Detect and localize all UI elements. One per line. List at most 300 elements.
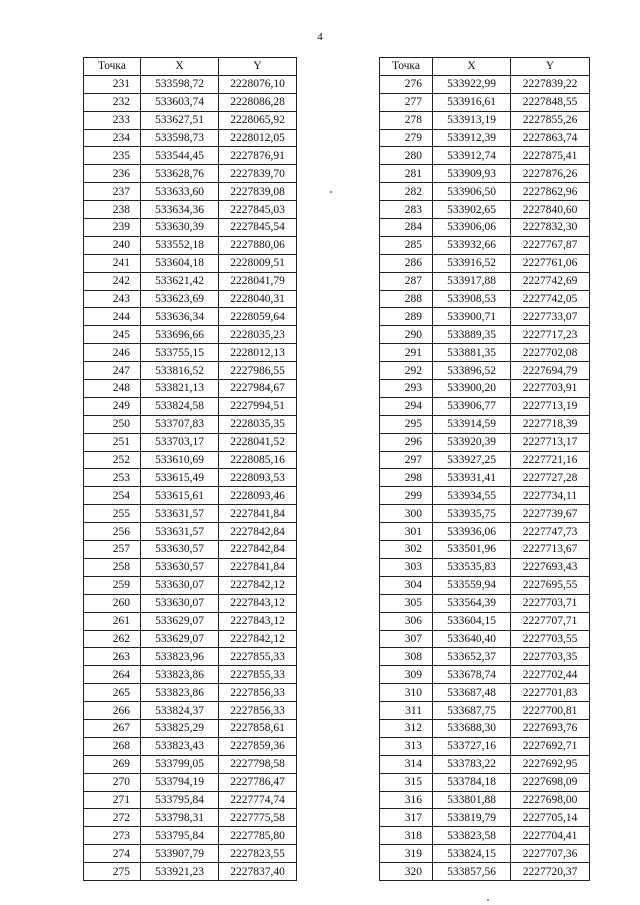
table-row [380,147,590,165]
cell-point: 247 [84,362,141,380]
cell-x: 533727,16 [433,737,511,755]
cell-point: 311 [380,702,433,720]
table-row [380,541,590,559]
cell-y: 2227739,67 [511,505,590,523]
cell-y: 2227875,41 [511,147,590,165]
cell-y: 2228041,79 [219,272,297,290]
table-row [84,362,297,380]
cell-x: 533798,31 [141,809,219,827]
cell-y: 2227721,16 [511,451,590,469]
cell-x: 533634,36 [141,201,219,219]
cell-x: 533922,99 [433,75,511,93]
cell-x: 533909,93 [433,165,511,183]
cell-y: 2227840,60 [511,201,590,219]
cell-y: 2228065,92 [219,111,297,129]
cell-x: 533823,43 [141,737,219,755]
cell-x: 533623,69 [141,290,219,308]
table-row [84,737,297,755]
cell-y: 2227842,12 [219,576,297,594]
cell-x: 533755,15 [141,344,219,362]
cell-point: 285 [380,236,433,254]
table-row [84,397,297,415]
table-row [380,612,590,630]
cell-y: 2227845,54 [219,219,297,237]
cell-y: 2227994,51 [219,397,297,415]
table-row [84,380,297,398]
cell-y: 2228093,46 [219,487,297,505]
cell-x: 533907,79 [141,845,219,863]
cell-point: 258 [84,558,141,576]
cell-x: 533902,65 [433,201,511,219]
cell-y: 2227761,06 [511,254,590,272]
cell-y: 2227702,08 [511,344,590,362]
cell-point: 259 [84,576,141,594]
cell-point: 246 [84,344,141,362]
cell-y: 2228012,05 [219,129,297,147]
table-row [380,219,590,237]
cell-x: 533629,07 [141,630,219,648]
cell-point: 304 [380,576,433,594]
cell-x: 533604,15 [433,612,511,630]
cell-y: 2227742,69 [511,272,590,290]
cell-point: 278 [380,111,433,129]
cell-point: 273 [84,827,141,845]
cell-point: 274 [84,845,141,863]
cell-y: 2227786,47 [219,773,297,791]
cell-point: 243 [84,290,141,308]
cell-point: 280 [380,147,433,165]
table-row [84,791,297,809]
cell-point: 263 [84,648,141,666]
cell-point: 250 [84,415,141,433]
cell-x: 533559,94 [433,576,511,594]
cell-y: 2227692,71 [511,737,590,755]
cell-x: 533913,19 [433,111,511,129]
cell-point: 281 [380,165,433,183]
cell-x: 533552,18 [141,236,219,254]
cell-y: 2228009,51 [219,254,297,272]
cell-x: 533783,22 [433,755,511,773]
cell-y: 2227718,39 [511,415,590,433]
cell-y: 2227694,79 [511,362,590,380]
table-row [380,576,590,594]
cell-point: 301 [380,523,433,541]
cell-y: 2227876,26 [511,165,590,183]
cell-point: 284 [380,219,433,237]
cell-x: 533604,18 [141,254,219,272]
table-row [380,75,590,93]
cell-x: 533535,83 [433,558,511,576]
cell-y: 2227880,06 [219,236,297,254]
cell-x: 533920,39 [433,433,511,451]
cell-x: 533900,20 [433,380,511,398]
cell-y: 2227733,07 [511,308,590,326]
table-row [380,165,590,183]
cell-point: 286 [380,254,433,272]
cell-y: 2227695,55 [511,576,590,594]
cell-x: 533544,45 [141,147,219,165]
cell-point: 272 [84,809,141,827]
cell-x: 533825,29 [141,719,219,737]
table-row [380,773,590,791]
cell-y: 2227984,67 [219,380,297,398]
table-row [84,147,297,165]
cell-y: 2227692,95 [511,755,590,773]
cell-y: 2227855,33 [219,648,297,666]
cell-x: 533819,79 [433,809,511,827]
cell-y: 2227862,96 [511,183,590,201]
cell-point: 289 [380,308,433,326]
cell-y: 2227767,87 [511,236,590,254]
cell-x: 533636,34 [141,308,219,326]
table-row [84,773,297,791]
cell-point: 234 [84,129,141,147]
cell-y: 2227837,40 [219,863,297,881]
cell-point: 233 [84,111,141,129]
table-row [380,755,590,773]
cell-y: 2227839,22 [511,75,590,93]
cell-point: 277 [380,93,433,111]
cell-point: 302 [380,541,433,559]
cell-point: 235 [84,147,141,165]
cell-y: 2227823,55 [219,845,297,863]
cell-y: 2227700,81 [511,702,590,720]
cell-point: 257 [84,541,141,559]
table-row [84,272,297,290]
cell-y: 2227703,71 [511,594,590,612]
cell-x: 533598,72 [141,75,219,93]
table-row [380,397,590,415]
cell-x: 533906,50 [433,183,511,201]
cell-x: 533801,88 [433,791,511,809]
cell-point: 275 [84,863,141,881]
cell-y: 2227842,12 [219,630,297,648]
cell-x: 533821,13 [141,380,219,398]
cell-point: 279 [380,129,433,147]
cell-point: 297 [380,451,433,469]
cell-x: 533615,49 [141,469,219,487]
cell-y: 2227704,41 [511,827,590,845]
cell-point: 317 [380,809,433,827]
cell-x: 533652,37 [433,648,511,666]
cell-point: 270 [84,773,141,791]
table-row [84,487,297,505]
cell-x: 533564,39 [433,594,511,612]
cell-point: 240 [84,236,141,254]
cell-x: 533621,42 [141,272,219,290]
cell-x: 533687,48 [433,684,511,702]
cell-point: 307 [380,630,433,648]
table-row [380,523,590,541]
coordinates-table-left [83,57,297,881]
cell-point: 276 [380,75,433,93]
table-row [380,129,590,147]
cell-point: 256 [84,523,141,541]
cell-x: 533795,84 [141,791,219,809]
cell-x: 533823,58 [433,827,511,845]
table-row [380,684,590,702]
table-row [84,523,297,541]
cell-x: 533630,07 [141,594,219,612]
cell-point: 269 [84,755,141,773]
cell-x: 533881,35 [433,344,511,362]
cell-x: 533631,57 [141,523,219,541]
table-row [380,433,590,451]
table-row [380,380,590,398]
table-row [380,737,590,755]
cell-y: 2228093,53 [219,469,297,487]
table-row [380,93,590,111]
cell-y: 2227858,61 [219,719,297,737]
table-row [84,326,297,344]
cell-y: 2227774,74 [219,791,297,809]
cell-x: 533629,07 [141,612,219,630]
cell-y: 2227876,91 [219,147,297,165]
cell-point: 262 [84,630,141,648]
table-row [84,165,297,183]
cell-point: 315 [380,773,433,791]
cell-x: 533900,71 [433,308,511,326]
cell-y: 2228085,16 [219,451,297,469]
table-row [84,558,297,576]
table-row [380,666,590,684]
cell-x: 533857,56 [433,863,511,881]
cell-y: 2227734,11 [511,487,590,505]
cell-x: 533935,75 [433,505,511,523]
cell-point: 290 [380,326,433,344]
cell-x: 533927,25 [433,451,511,469]
cell-y: 2227705,14 [511,809,590,827]
cell-y: 2227775,58 [219,809,297,827]
scan-speck [487,899,489,901]
table-row [84,344,297,362]
cell-point: 288 [380,290,433,308]
cell-point: 267 [84,719,141,737]
table-row [380,863,590,881]
cell-x: 533906,06 [433,219,511,237]
table-row [84,201,297,219]
table-row [380,362,590,380]
cell-point: 265 [84,684,141,702]
cell-y: 2228059,64 [219,308,297,326]
cell-y: 2227703,55 [511,630,590,648]
table-row [84,290,297,308]
cell-x: 533703,17 [141,433,219,451]
table-body-left [84,75,297,880]
cell-point: 253 [84,469,141,487]
cell-y: 2227855,26 [511,111,590,129]
table-row [84,219,297,237]
cell-x: 533921,23 [141,863,219,881]
table-row [380,558,590,576]
table-row [380,344,590,362]
table-row [84,541,297,559]
cell-x: 533630,07 [141,576,219,594]
cell-point: 312 [380,719,433,737]
cell-x: 533627,51 [141,111,219,129]
table-row [380,254,590,272]
table-row [380,451,590,469]
cell-point: 283 [380,201,433,219]
cell-point: 236 [84,165,141,183]
table-row [380,827,590,845]
cell-point: 300 [380,505,433,523]
cell-y: 2227693,76 [511,719,590,737]
cell-point: 308 [380,648,433,666]
cell-y: 2227986,55 [219,362,297,380]
cell-point: 231 [84,75,141,93]
header-y: Y [511,58,590,76]
cell-x: 533912,74 [433,147,511,165]
table-row [84,254,297,272]
table-row [380,111,590,129]
table-row [84,827,297,845]
table-row [84,75,297,93]
cell-x: 533823,96 [141,648,219,666]
page-number: 4 [317,31,323,43]
cell-x: 533908,53 [433,290,511,308]
cell-x: 533598,73 [141,129,219,147]
cell-x: 533696,66 [141,326,219,344]
cell-x: 533799,05 [141,755,219,773]
cell-y: 2227839,70 [219,165,297,183]
cell-point: 251 [84,433,141,451]
table-row [84,93,297,111]
table-row [380,487,590,505]
table-row [380,809,590,827]
table-row [380,308,590,326]
cell-y: 2227798,58 [219,755,297,773]
cell-y: 2227842,84 [219,541,297,559]
cell-point: 298 [380,469,433,487]
cell-x: 533615,61 [141,487,219,505]
cell-point: 238 [84,201,141,219]
table-row [380,290,590,308]
cell-y: 2227843,12 [219,594,297,612]
table-body-right [380,75,590,880]
table-row [84,719,297,737]
coordinates-table-right [379,57,590,881]
cell-x: 533610,69 [141,451,219,469]
cell-x: 533688,30 [433,719,511,737]
cell-point: 252 [84,451,141,469]
table-row [84,648,297,666]
cell-x: 533707,83 [141,415,219,433]
cell-point: 255 [84,505,141,523]
cell-x: 533932,66 [433,236,511,254]
table-row [84,809,297,827]
cell-x: 533896,52 [433,362,511,380]
cell-y: 2227717,23 [511,326,590,344]
cell-y: 2227856,33 [219,684,297,702]
cell-x: 533687,75 [433,702,511,720]
cell-x: 533630,57 [141,541,219,559]
cell-y: 2228086,28 [219,93,297,111]
cell-y: 2227845,03 [219,201,297,219]
table-row [84,505,297,523]
cell-y: 2227707,71 [511,612,590,630]
table-row [380,594,590,612]
table-row [380,236,590,254]
table-row [84,111,297,129]
header-point: Точка [380,58,433,76]
table-row [84,415,297,433]
cell-y: 2227842,84 [219,523,297,541]
cell-x: 533824,37 [141,702,219,720]
cell-x: 533630,39 [141,219,219,237]
table-row [380,272,590,290]
cell-point: 306 [380,612,433,630]
header-point: Точка [84,58,141,76]
cell-y: 2227698,09 [511,773,590,791]
table-row [84,236,297,254]
table-row [380,648,590,666]
cell-point: 310 [380,684,433,702]
table-row [84,702,297,720]
cell-x: 533824,15 [433,845,511,863]
cell-point: 245 [84,326,141,344]
table-row [84,630,297,648]
table-row [380,415,590,433]
table-row [380,505,590,523]
table-row [84,129,297,147]
cell-y: 2227785,80 [219,827,297,845]
cell-y: 2227703,35 [511,648,590,666]
cell-point: 260 [84,594,141,612]
cell-point: 237 [84,183,141,201]
cell-y: 2227693,43 [511,558,590,576]
cell-y: 2228035,23 [219,326,297,344]
table-row [84,576,297,594]
cell-point: 293 [380,380,433,398]
cell-point: 303 [380,558,433,576]
cell-point: 282 [380,183,433,201]
cell-point: 305 [380,594,433,612]
cell-y: 2227841,84 [219,505,297,523]
cell-x: 533889,35 [433,326,511,344]
cell-y: 2227707,36 [511,845,590,863]
table-row [84,594,297,612]
table-row [380,791,590,809]
cell-x: 533916,52 [433,254,511,272]
cell-x: 533931,41 [433,469,511,487]
cell-x: 533795,84 [141,827,219,845]
cell-y: 2227713,19 [511,397,590,415]
cell-x: 533640,40 [433,630,511,648]
cell-x: 533784,18 [433,773,511,791]
cell-point: 239 [84,219,141,237]
cell-y: 2227848,55 [511,93,590,111]
cell-point: 320 [380,863,433,881]
cell-y: 2227703,91 [511,380,590,398]
cell-y: 2227839,08 [219,183,297,201]
table-row [84,433,297,451]
cell-point: 261 [84,612,141,630]
table-header-row [380,58,590,76]
scan-speck [330,191,332,193]
cell-x: 533823,86 [141,666,219,684]
cell-x: 533823,86 [141,684,219,702]
cell-point: 309 [380,666,433,684]
header-x: X [141,58,219,76]
header-x: X [433,58,511,76]
cell-point: 254 [84,487,141,505]
cell-point: 314 [380,755,433,773]
cell-point: 287 [380,272,433,290]
cell-x: 533603,74 [141,93,219,111]
cell-y: 2227855,33 [219,666,297,684]
table-row [84,451,297,469]
